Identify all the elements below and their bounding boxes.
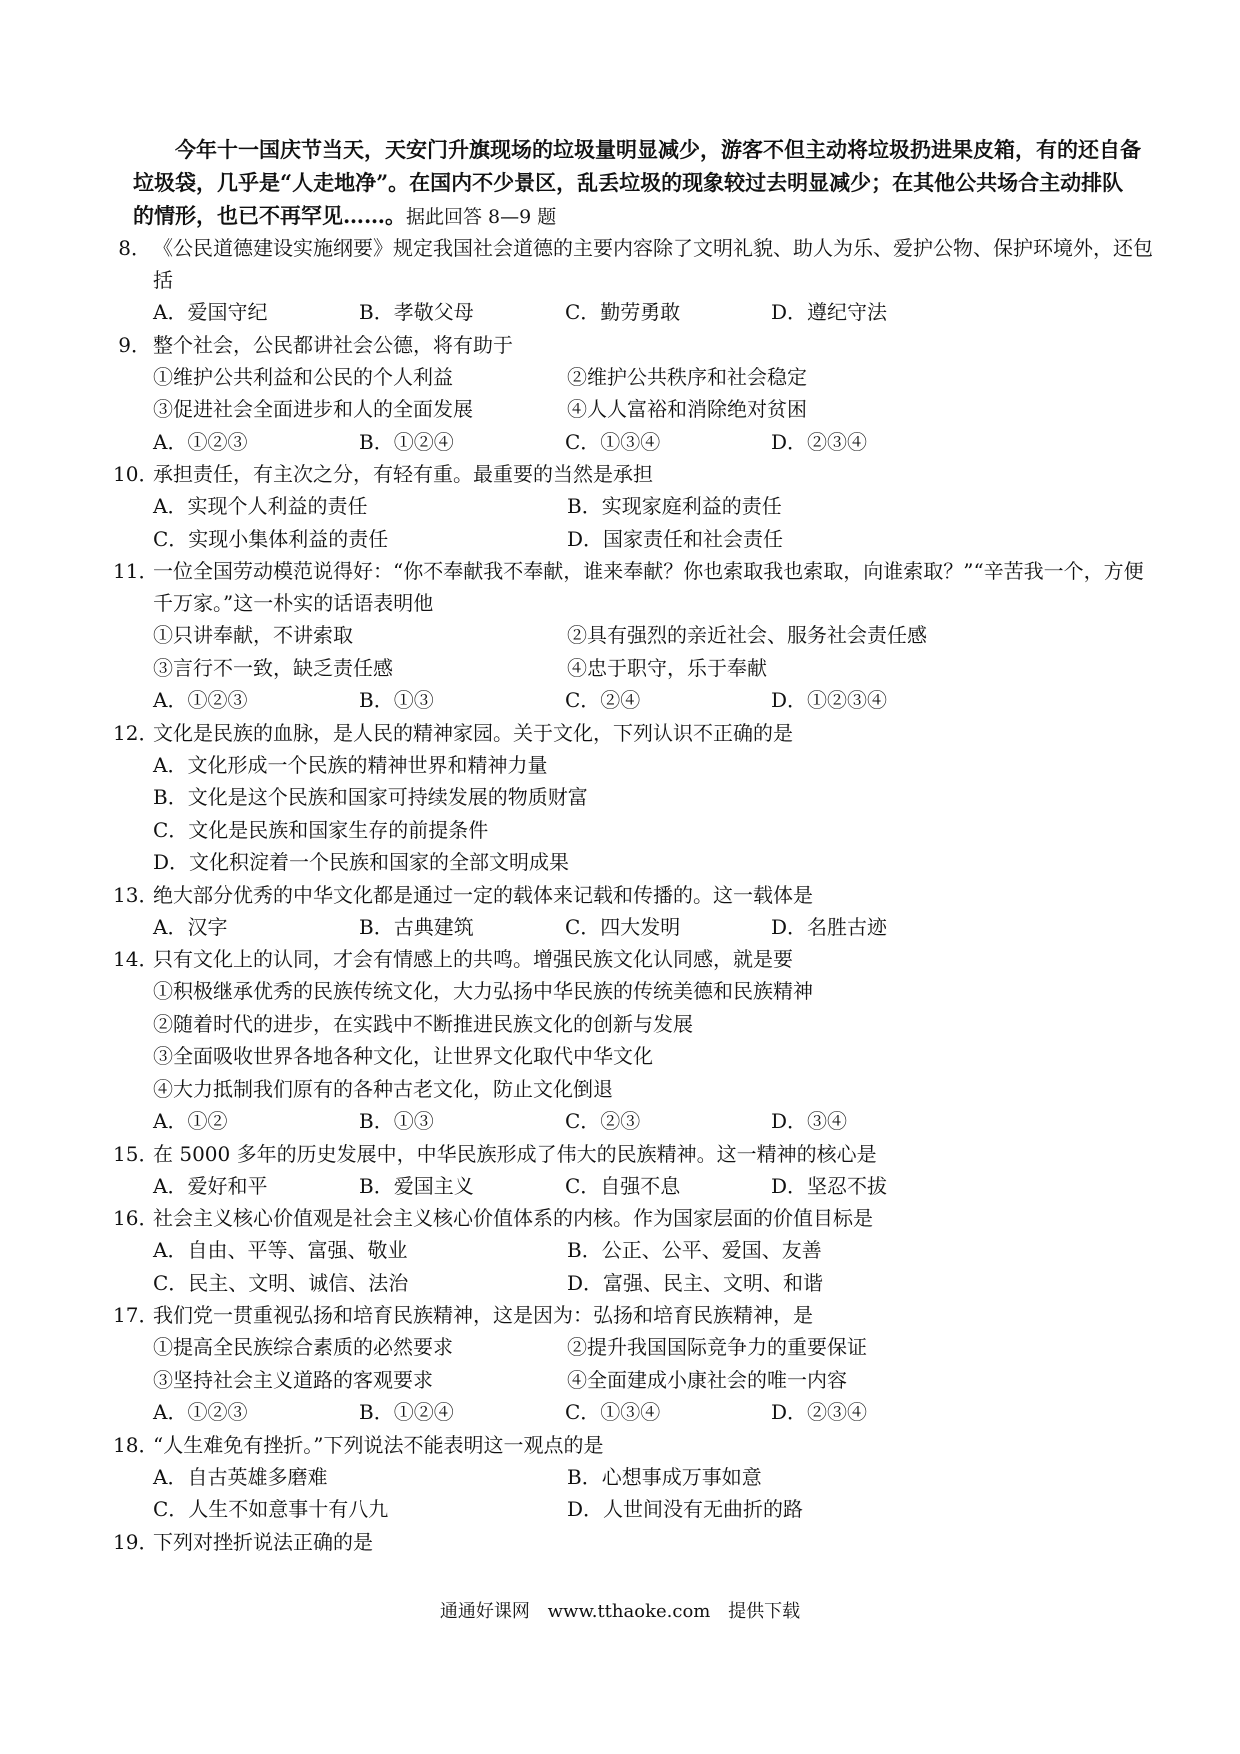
question-stem bbox=[113, 1299, 1153, 1331]
option-group bbox=[113, 1234, 1153, 1299]
question-stem bbox=[113, 232, 1153, 296]
question-text: “人生难免有挫折。”下列说法不能表明这一观点的是 bbox=[153, 1432, 604, 1457]
question-text: 只有文化上的认同，才会有情感上的共鸣。增强民族文化认同感，就是要 bbox=[153, 947, 793, 971]
answer-option[interactable]: D．③④ bbox=[771, 1109, 848, 1133]
question-item bbox=[113, 329, 1153, 459]
option-row bbox=[153, 361, 1153, 394]
question-text: 在 5000 多年的历史发展中，中华民族形成了伟大的民族精神。这一精神的核心是 bbox=[153, 1141, 877, 1166]
option-group bbox=[113, 1461, 1153, 1526]
option-group bbox=[113, 749, 1153, 879]
answer-option[interactable]: D．人世间没有无曲折的路 bbox=[567, 1497, 804, 1521]
option-row bbox=[153, 1364, 1153, 1397]
question-number: 8． bbox=[118, 236, 151, 260]
answer-option[interactable]: C．自强不息 bbox=[565, 1173, 681, 1198]
answer-option[interactable]: ④人人富裕和消除绝对贫困 bbox=[567, 397, 807, 421]
option-row bbox=[153, 652, 1153, 685]
answer-option[interactable]: B．古典建筑 bbox=[359, 914, 474, 939]
answer-option[interactable]: D．文化积淀着一个民族和国家的全部文明成果 bbox=[153, 850, 570, 874]
answer-option[interactable]: C．②③ bbox=[565, 1109, 641, 1133]
answer-option[interactable]: A．汉字 bbox=[153, 914, 228, 939]
answer-option[interactable]: C．②④ bbox=[565, 688, 641, 712]
answer-option[interactable]: B．孝敬父母 bbox=[359, 300, 474, 324]
question-number: 14． bbox=[113, 947, 159, 971]
question-text: 承担责任，有主次之分，有轻有重。最重要的当然是承担 bbox=[153, 462, 653, 486]
answer-option[interactable]: D．坚忍不拔 bbox=[771, 1173, 888, 1198]
answer-option[interactable]: C．实现小集体利益的责任 bbox=[153, 526, 389, 551]
option-row bbox=[153, 426, 1153, 459]
question-item bbox=[113, 1526, 1153, 1558]
question-number: 11． bbox=[113, 559, 159, 583]
answer-option[interactable]: D．遵纪守法 bbox=[771, 300, 888, 324]
answer-option[interactable]: B．心想事成万事如意 bbox=[567, 1464, 762, 1489]
question-number: 16． bbox=[113, 1206, 159, 1230]
option-row bbox=[153, 1073, 1153, 1106]
answer-option[interactable]: ④大力抵制我们原有的各种古老文化，防止文化倒退 bbox=[153, 1076, 613, 1101]
answer-option[interactable]: C．①③④ bbox=[565, 1400, 661, 1424]
option-row bbox=[153, 490, 1153, 523]
answer-option[interactable]: B．文化是这个民族和国家可持续发展的物质财富 bbox=[153, 785, 588, 809]
intro-text: 今年十一国庆节当天，天安门升旗现场的垃圾量明显减少，游客不但主动将垃圾扔进果皮箱，有的还自备垃圾袋，几乎是“人走地净”。在国内不少景区，乱丢垃圾的现象较过去明显减少；在其他公共场合主动排队的情形，也已不再罕见……。 bbox=[133, 137, 1141, 228]
question-text: 《公民道德建设实施纲要》规定我国社会道德的主要内容除了文明礼貌、助人为乐、爱护公物、保护环境外，还包括 bbox=[153, 236, 1153, 292]
option-row bbox=[153, 814, 1153, 847]
answer-option[interactable]: C．①③④ bbox=[565, 429, 661, 454]
question-text: 社会主义核心价值观是社会主义核心价值体系的内核。作为国家层面的价值目标是 bbox=[153, 1206, 873, 1230]
question-stem bbox=[113, 879, 1153, 911]
question-text: 下列对挫折说法正确的是 bbox=[153, 1529, 373, 1554]
option-row bbox=[153, 1396, 1153, 1429]
question-number: 17． bbox=[113, 1303, 159, 1327]
footer-site-name: 通通好课网 bbox=[439, 1601, 530, 1622]
question-item bbox=[113, 1138, 1153, 1203]
answer-option[interactable]: B．①③ bbox=[359, 688, 434, 712]
question-stem bbox=[113, 1138, 1153, 1170]
option-row bbox=[153, 1170, 1153, 1203]
question-text: 整个社会，公民都讲社会公德，将有助于 bbox=[153, 332, 513, 357]
question-item bbox=[113, 879, 1153, 944]
option-group bbox=[113, 619, 1153, 717]
option-row bbox=[153, 619, 1153, 652]
answer-option[interactable]: B．①②④ bbox=[359, 429, 454, 454]
option-row bbox=[153, 1461, 1153, 1494]
question-item bbox=[113, 943, 1153, 1138]
option-row bbox=[153, 296, 1153, 329]
answer-option[interactable]: A．实现个人利益的责任 bbox=[153, 494, 368, 518]
question-number: 19． bbox=[113, 1529, 159, 1554]
answer-option[interactable]: ②维护公共秩序和社会稳定 bbox=[567, 364, 807, 389]
answer-option[interactable]: ②具有强烈的亲近社会、服务社会责任感 bbox=[567, 623, 927, 647]
answer-option[interactable]: A．爱国守纪 bbox=[153, 300, 268, 324]
option-row bbox=[153, 781, 1153, 814]
option-row bbox=[153, 975, 1153, 1008]
answer-option[interactable]: A．①②③ bbox=[153, 429, 248, 454]
answer-option[interactable]: A．自由、平等、富强、敬业 bbox=[153, 1238, 408, 1262]
answer-option[interactable]: D．②③④ bbox=[771, 429, 868, 454]
answer-option[interactable]: A．爱好和平 bbox=[153, 1173, 268, 1198]
answer-option[interactable]: D．名胜古迹 bbox=[771, 914, 888, 939]
question-stem bbox=[113, 1526, 1153, 1558]
question-number: 15． bbox=[113, 1141, 159, 1166]
footer-url[interactable]: www.tthaoke.com bbox=[547, 1601, 711, 1622]
option-group bbox=[113, 361, 1153, 459]
intro-instruction: 据此回答 8—9 题 bbox=[406, 206, 557, 228]
answer-option[interactable]: ③全面吸收世界各地各种文化，让世界文化取代中华文化 bbox=[153, 1044, 653, 1068]
answer-option[interactable]: ②随着时代的进步，在实践中不断推进民族文化的创新与发展 bbox=[153, 1011, 693, 1036]
question-item bbox=[113, 1429, 1153, 1526]
answer-option[interactable]: D．①②③④ bbox=[771, 688, 888, 712]
answer-option[interactable]: D．国家责任和社会责任 bbox=[567, 526, 784, 551]
option-group bbox=[113, 296, 1153, 329]
answer-option[interactable]: C．民主、文明、诚信、法治 bbox=[153, 1270, 409, 1295]
option-group bbox=[113, 975, 1153, 1138]
intro-passage bbox=[133, 133, 1143, 234]
answer-option[interactable]: ④忠于职守，乐于奉献 bbox=[567, 655, 767, 680]
option-row bbox=[153, 1234, 1153, 1267]
answer-option[interactable]: A．①②③ bbox=[153, 1400, 248, 1424]
option-row bbox=[153, 1008, 1153, 1041]
answer-option[interactable]: B．①②④ bbox=[359, 1400, 454, 1424]
question-number: 10． bbox=[113, 462, 159, 486]
answer-option[interactable]: B．爱国主义 bbox=[359, 1173, 474, 1198]
question-list bbox=[113, 232, 1153, 1558]
answer-option[interactable]: ①维护公共利益和公民的个人利益 bbox=[153, 364, 453, 389]
question-stem bbox=[113, 555, 1153, 619]
answer-option[interactable]: A．自古英雄多磨难 bbox=[153, 1464, 328, 1489]
question-number: 13． bbox=[113, 882, 159, 907]
answer-option[interactable]: D．富强、民主、文明、和谐 bbox=[567, 1270, 824, 1295]
question-number: 12． bbox=[113, 720, 159, 745]
answer-option[interactable]: C．四大发明 bbox=[565, 914, 681, 939]
question-item bbox=[113, 1202, 1153, 1299]
answer-option[interactable]: A．文化形成一个民族的精神世界和精神力量 bbox=[153, 752, 548, 777]
option-group bbox=[113, 1170, 1153, 1203]
question-item bbox=[113, 232, 1153, 329]
question-item bbox=[113, 458, 1153, 555]
answer-option[interactable]: C．文化是民族和国家生存的前提条件 bbox=[153, 817, 489, 842]
footer-action: 提供下载 bbox=[728, 1601, 801, 1622]
option-group bbox=[113, 911, 1153, 944]
answer-option[interactable]: C．勤劳勇敢 bbox=[565, 300, 681, 324]
option-row bbox=[153, 1267, 1153, 1300]
page-footer bbox=[0, 1600, 1240, 1624]
question-item bbox=[113, 555, 1153, 717]
question-number: 18． bbox=[113, 1432, 159, 1457]
answer-option[interactable]: ②提升我国国际竞争力的重要保证 bbox=[567, 1335, 867, 1359]
question-text: 文化是民族的血脉，是人民的精神家园。关于文化，下列认识不正确的是 bbox=[153, 720, 793, 745]
option-row bbox=[153, 523, 1153, 556]
answer-option[interactable]: ①积极继承优秀的民族传统文化，大力弘扬中华民族的传统美德和民族精神 bbox=[153, 979, 813, 1003]
option-row bbox=[153, 846, 1153, 879]
option-row bbox=[153, 393, 1153, 426]
question-item bbox=[113, 717, 1153, 879]
answer-option[interactable]: A．①② bbox=[153, 1109, 228, 1133]
option-row bbox=[153, 749, 1153, 782]
answer-option[interactable]: ①提高全民族综合素质的必然要求 bbox=[153, 1335, 453, 1359]
answer-option[interactable]: C．人生不如意事十有八九 bbox=[153, 1497, 389, 1521]
question-text: 一位全国劳动模范说得好：“你不奉献我不奉献，谁来奉献？你也索取我也索取，向谁索取？”“辛苦我一个，方便千万家。”这一朴实的话语表明他 bbox=[153, 559, 1144, 615]
answer-option[interactable]: ③促进社会全面进步和人的全面发展 bbox=[153, 397, 473, 421]
answer-option[interactable]: A．①②③ bbox=[153, 688, 248, 712]
question-stem bbox=[113, 943, 1153, 975]
answer-option[interactable]: ③坚持社会主义道路的客观要求 bbox=[153, 1367, 433, 1392]
option-group bbox=[113, 490, 1153, 555]
option-group bbox=[113, 1331, 1153, 1429]
answer-option[interactable]: ④全面建成小康社会的唯一内容 bbox=[567, 1367, 847, 1392]
option-row bbox=[153, 1105, 1153, 1138]
question-stem bbox=[113, 458, 1153, 490]
question-stem bbox=[113, 1202, 1153, 1234]
question-stem bbox=[113, 717, 1153, 749]
option-row bbox=[153, 1493, 1153, 1526]
question-item bbox=[113, 1299, 1153, 1429]
question-text: 绝大部分优秀的中华文化都是通过一定的载体来记载和传播的。这一载体是 bbox=[153, 882, 813, 907]
answer-option[interactable]: ③言行不一致，缺乏责任感 bbox=[153, 655, 393, 680]
question-text: 我们党一贯重视弘扬和培育民族精神，这是因为：弘扬和培育民族精神，是 bbox=[153, 1303, 813, 1327]
question-stem bbox=[113, 329, 1153, 361]
option-row bbox=[153, 1040, 1153, 1073]
question-number: 9． bbox=[118, 332, 151, 357]
option-row bbox=[153, 1331, 1153, 1364]
answer-option[interactable]: B．公正、公平、爱国、友善 bbox=[567, 1238, 822, 1262]
answer-option[interactable]: ①只讲奉献，不讲索取 bbox=[153, 623, 353, 647]
option-row bbox=[153, 684, 1153, 717]
answer-option[interactable]: B．①③ bbox=[359, 1109, 434, 1133]
question-stem bbox=[113, 1429, 1153, 1461]
answer-option[interactable]: D．②③④ bbox=[771, 1400, 868, 1424]
option-row bbox=[153, 911, 1153, 944]
answer-option[interactable]: B．实现家庭利益的责任 bbox=[567, 494, 782, 518]
